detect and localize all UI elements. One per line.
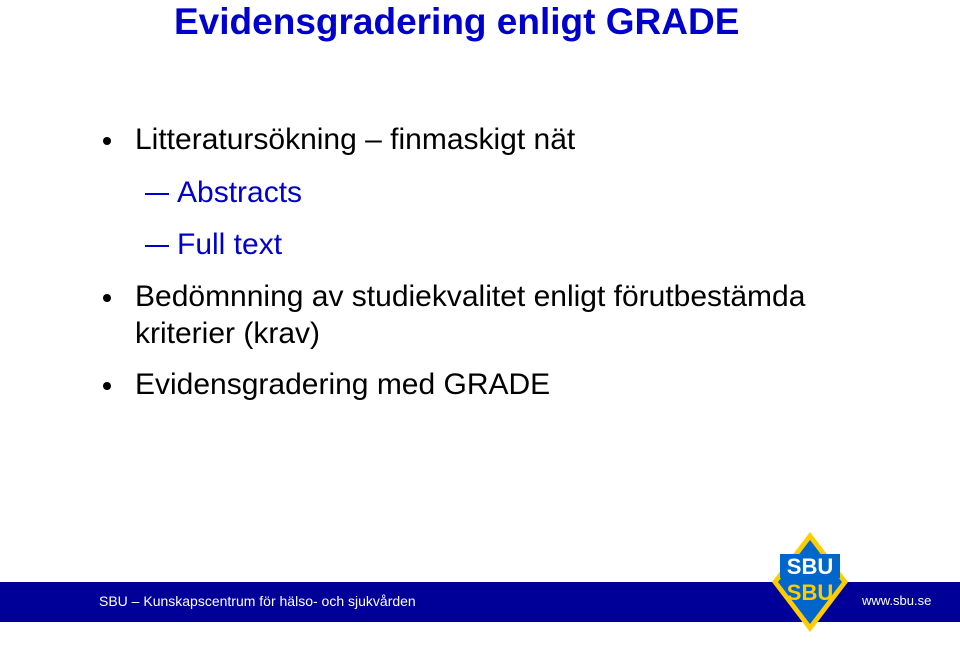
bullet-item-3: Evidensgradering med GRADE (135, 368, 551, 401)
logo-text-bottom: SBU (786, 580, 834, 605)
dash-icon (145, 193, 169, 195)
dash-icon (145, 245, 169, 247)
bullet-item-2-line-2: kriterier (krav) (135, 317, 320, 350)
slide-title: Evidensgradering enligt GRADE (174, 1, 740, 42)
logo-text-top: SBU (786, 554, 834, 579)
bullet-dot-icon (103, 137, 111, 145)
bullet-dot-icon (103, 294, 111, 302)
bullet-item-2-line-1: Bedömnning av studiekvalitet enligt förutbestämda (135, 280, 806, 313)
bullet-item-1: Litteratursökning – finmaskigt nät (135, 123, 576, 156)
subitem-abstracts: Abstracts (177, 176, 303, 209)
bullet-dot-icon (103, 382, 111, 390)
subitem-full-text: Full text (177, 228, 283, 261)
footer-url-link[interactable]: www.sbu.se (862, 593, 932, 608)
footer-organization: SBU – Kunskapscentrum för hälso- och sjukvården (99, 593, 416, 609)
sbu-logo-icon (772, 532, 848, 632)
